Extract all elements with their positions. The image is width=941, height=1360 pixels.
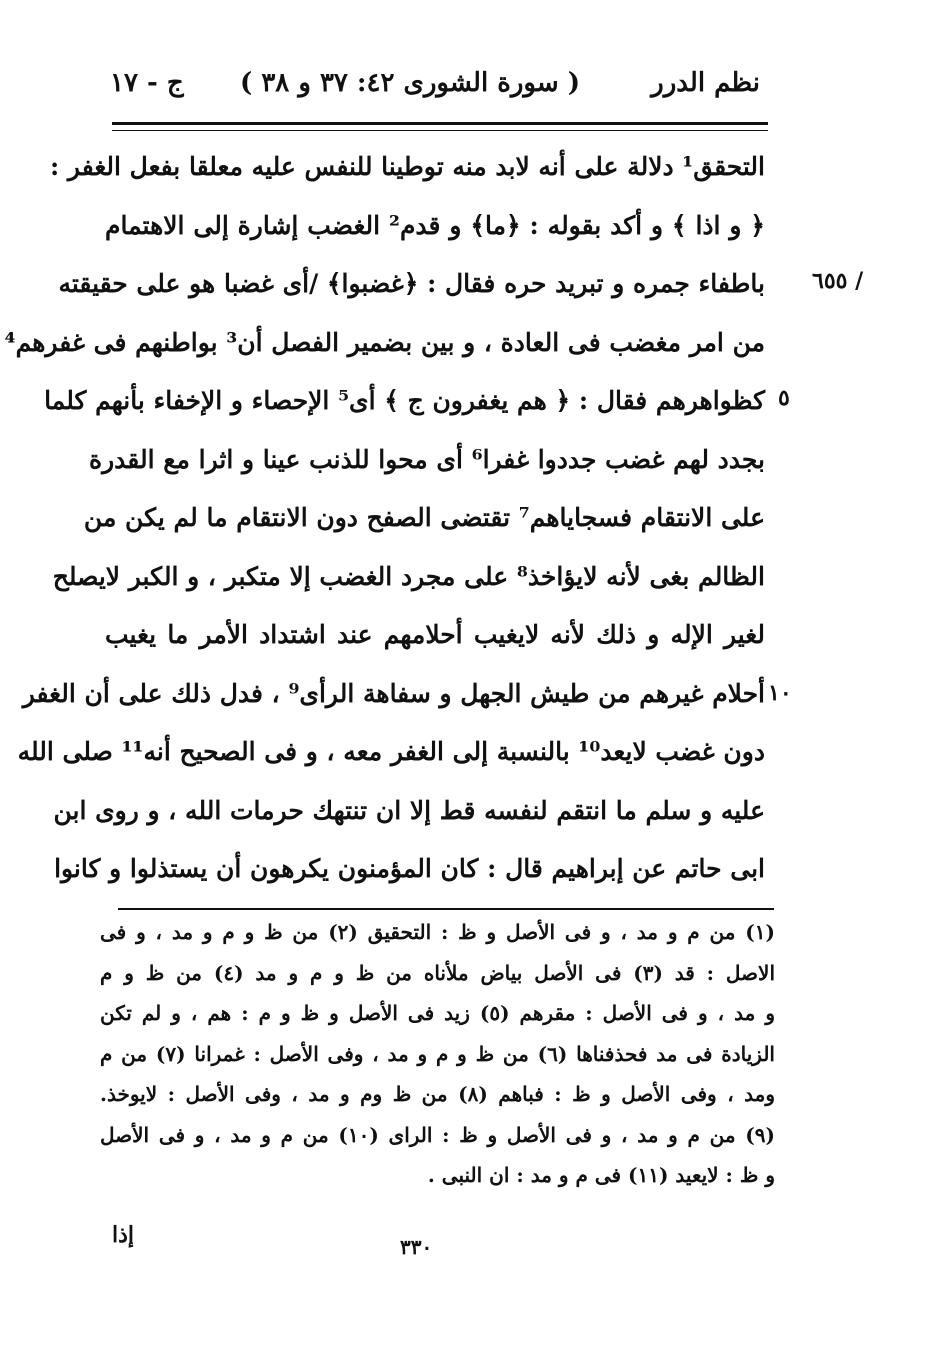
text-line: على الانتقام فسجاياهم⁷ تقتضى الصفح دون الانتقام ما لم يكن من (83, 503, 765, 532)
line-number-5: ٥ (778, 385, 790, 411)
page-number: ٣٣٠ (400, 1235, 433, 1259)
text-line: أحلام غيرهم من طيش الجهل و سفاهة الرأى⁹ ، فدل ذلك على أن الغفر (22, 678, 765, 708)
footnote-line: و مد ، و فى الأصل : مقرهم (٥) زيد فى الأصل و ظ و م : هم ، و لم تكن (100, 1001, 775, 1025)
catchword: إذا (112, 1222, 135, 1248)
main-text (4, 138, 765, 899)
text-line: من امر مغضب فى العادة ، و بين بضمير الفصل أن³ بواطنهم فى غفرهم⁴ (4, 327, 765, 357)
text-line: ابى حاتم عن إبراهيم قال : كان المؤمنون يكرهون أن يستذلوا و كانوا (54, 854, 765, 883)
line-number-10: ١٠ (768, 680, 792, 706)
text-line: لغير الإله و ذلك لأنه لايغيب أحلامهم عند اشتداد الأمر ما يغيب (105, 620, 765, 649)
text-line: باطفاء جمره و تبريد حره فقال : ﴿غضبوا﴾ /أى غضبا هو على حقيقته (58, 269, 765, 298)
footnote-line: الزيادة فى مد فحذفناها (٦) من ظ و م و مد ، وفى الأصل : غمرانا (٧) من م (100, 1041, 775, 1066)
book-title: نظم الدرر (651, 68, 760, 98)
running-header (110, 60, 770, 110)
text-line: كظواهرهم فقال : ﴿ هم يغفرون ج ﴾ أى⁵ الإحصاء و الإخفاء بأنهم كلما (44, 386, 765, 415)
text-line: دون غضب لايعد¹⁰ بالنسبة إلى الغفر معه ، و فى الصحيح أنه¹¹ صلى الله (17, 737, 765, 766)
footnote-line: (٩) من م و مد ، و فى الأصل و ظ : الراى (١٠) من م و مد ، و فى الأصل (100, 1122, 775, 1147)
sura-reference: ( سورة الشورى ٤٢: ٣٧ و ٣٨ ) (239, 68, 580, 98)
text-line: بجدد لهم غضب جددوا غفرا⁶ أى محوا للذنب عينا و اثرا مع القدرة (89, 444, 765, 474)
text-line: عليه و سلم ما انتقم لنفسه قط إلا ان تنتهك حرمات الله ، و روى ابن (53, 795, 765, 825)
footnotes (100, 912, 775, 1196)
text-line: ﴿ و اذا ﴾ و أكد بقوله : ﴿ما﴾ و قدم² الغضب إشارة إلى الاهتمام (105, 210, 765, 240)
text-line: الظالم بغى لأنه لايؤاخذ⁸ على مجرد الغضب إلا متكبر ، و الكبر لايصلح (52, 561, 765, 591)
footnote-line: و ظ : لايعيد (١١) فى م و مد : ان النبى . (427, 1163, 775, 1187)
header-rule-thick (112, 122, 768, 125)
footnote-line: الاصل : قد (٣) فى الأصل بياض ملأناه من ظ و م و مد (٤) من ظ و م (100, 960, 775, 985)
footnote-separator (118, 908, 774, 910)
footnote-line: ومد ، وفى الأصل و ظ : فباهم (٨) من ظ وم و مد ، وفى الأصل : لايوخذ. (100, 1082, 775, 1106)
header-rule-thin (112, 130, 768, 131)
text-line: التحقق¹ دلالة على أنه لابد منه توطينا للنفس عليه معلقا بفعل الغفر : (49, 152, 765, 181)
volume-number: ج - ١٧ (110, 68, 184, 98)
manuscript-page-marker: ٦٥٥ / (812, 268, 864, 294)
footnote-line: (١) من م و مد ، و فى الأصل و ظ : التحقيق (٢) من ظ و م و مد ، و فى (100, 920, 775, 944)
